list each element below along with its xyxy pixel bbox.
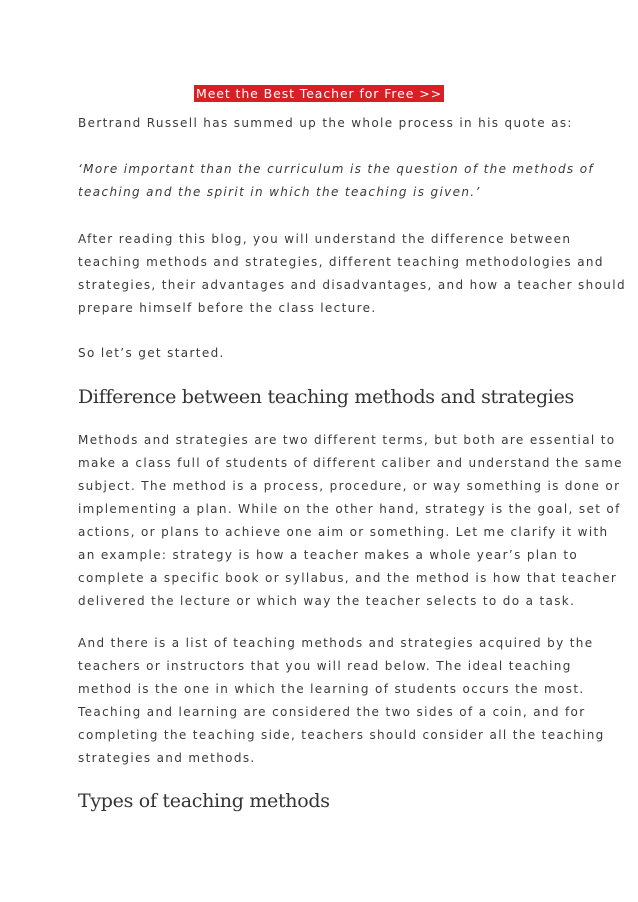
get-started-paragraph xyxy=(78,342,564,365)
section-heading-difference: Difference between teaching methods and strategies xyxy=(78,386,574,408)
methods-list-line: method is the one in which the learning of students occurs the most. xyxy=(78,682,585,696)
difference-line: make a class full of students of different caliber and understand the same xyxy=(78,456,623,470)
methods-list-paragraph xyxy=(78,632,605,770)
difference-line: an example: strategy is how a teacher makes a whole year’s plan to xyxy=(78,548,579,562)
russell-quote xyxy=(78,158,594,204)
difference-line: actions, or plans to achieve one aim or something. Let me clarify it with xyxy=(78,525,609,539)
methods-list-line: And there is a list of teaching methods and strategies acquired by the xyxy=(78,636,594,650)
difference-line: Methods and strategies are two different terms, but both are essential to xyxy=(78,433,616,447)
difference-line: subject. The method is a process, procedure, or way something is done or xyxy=(78,479,621,493)
overview-line: After reading this blog, you will understand the difference between xyxy=(78,232,572,246)
difference-line: delivered the lecture or which way the teacher selects to do a task. xyxy=(78,594,576,608)
overview-line: prepare himself before the class lecture. xyxy=(78,301,377,315)
methods-list-line: Teaching and learning are considered the two sides of a coin, and for xyxy=(78,705,586,719)
cta-banner xyxy=(0,83,638,102)
difference-line: complete a specific book or syllabus, and the method is how that teacher xyxy=(78,571,618,585)
methods-list-line: teachers or instructors that you will read below. The ideal teaching xyxy=(78,659,572,673)
methods-list-line: completing the teaching side, teachers should consider all the teaching xyxy=(78,728,605,742)
intro-paragraph xyxy=(78,112,573,135)
quote-line: ‘More important than the curriculum is the question of the methods of xyxy=(78,162,594,176)
section-heading-types: Types of teaching methods xyxy=(78,790,330,812)
difference-paragraph xyxy=(78,429,623,613)
overview-line: teaching methods and strategies, different teaching methodologies and xyxy=(78,255,604,269)
difference-line: implementing a plan. While on the other hand, strategy is the goal, set of xyxy=(78,502,621,516)
get-started-line: So let’s get started. xyxy=(78,346,225,360)
intro-line: Bertrand Russell has summed up the whole process in his quote as: xyxy=(78,116,573,130)
overview-line: strategies, their advantages and disadvantages, and how a teacher should xyxy=(78,278,626,292)
quote-line: teaching and the spirit in which the teaching is given.’ xyxy=(78,185,481,199)
methods-list-line: strategies and methods. xyxy=(78,751,256,765)
meet-teacher-cta-link[interactable]: Meet the Best Teacher for Free >> xyxy=(196,86,442,101)
overview-paragraph xyxy=(78,228,626,320)
